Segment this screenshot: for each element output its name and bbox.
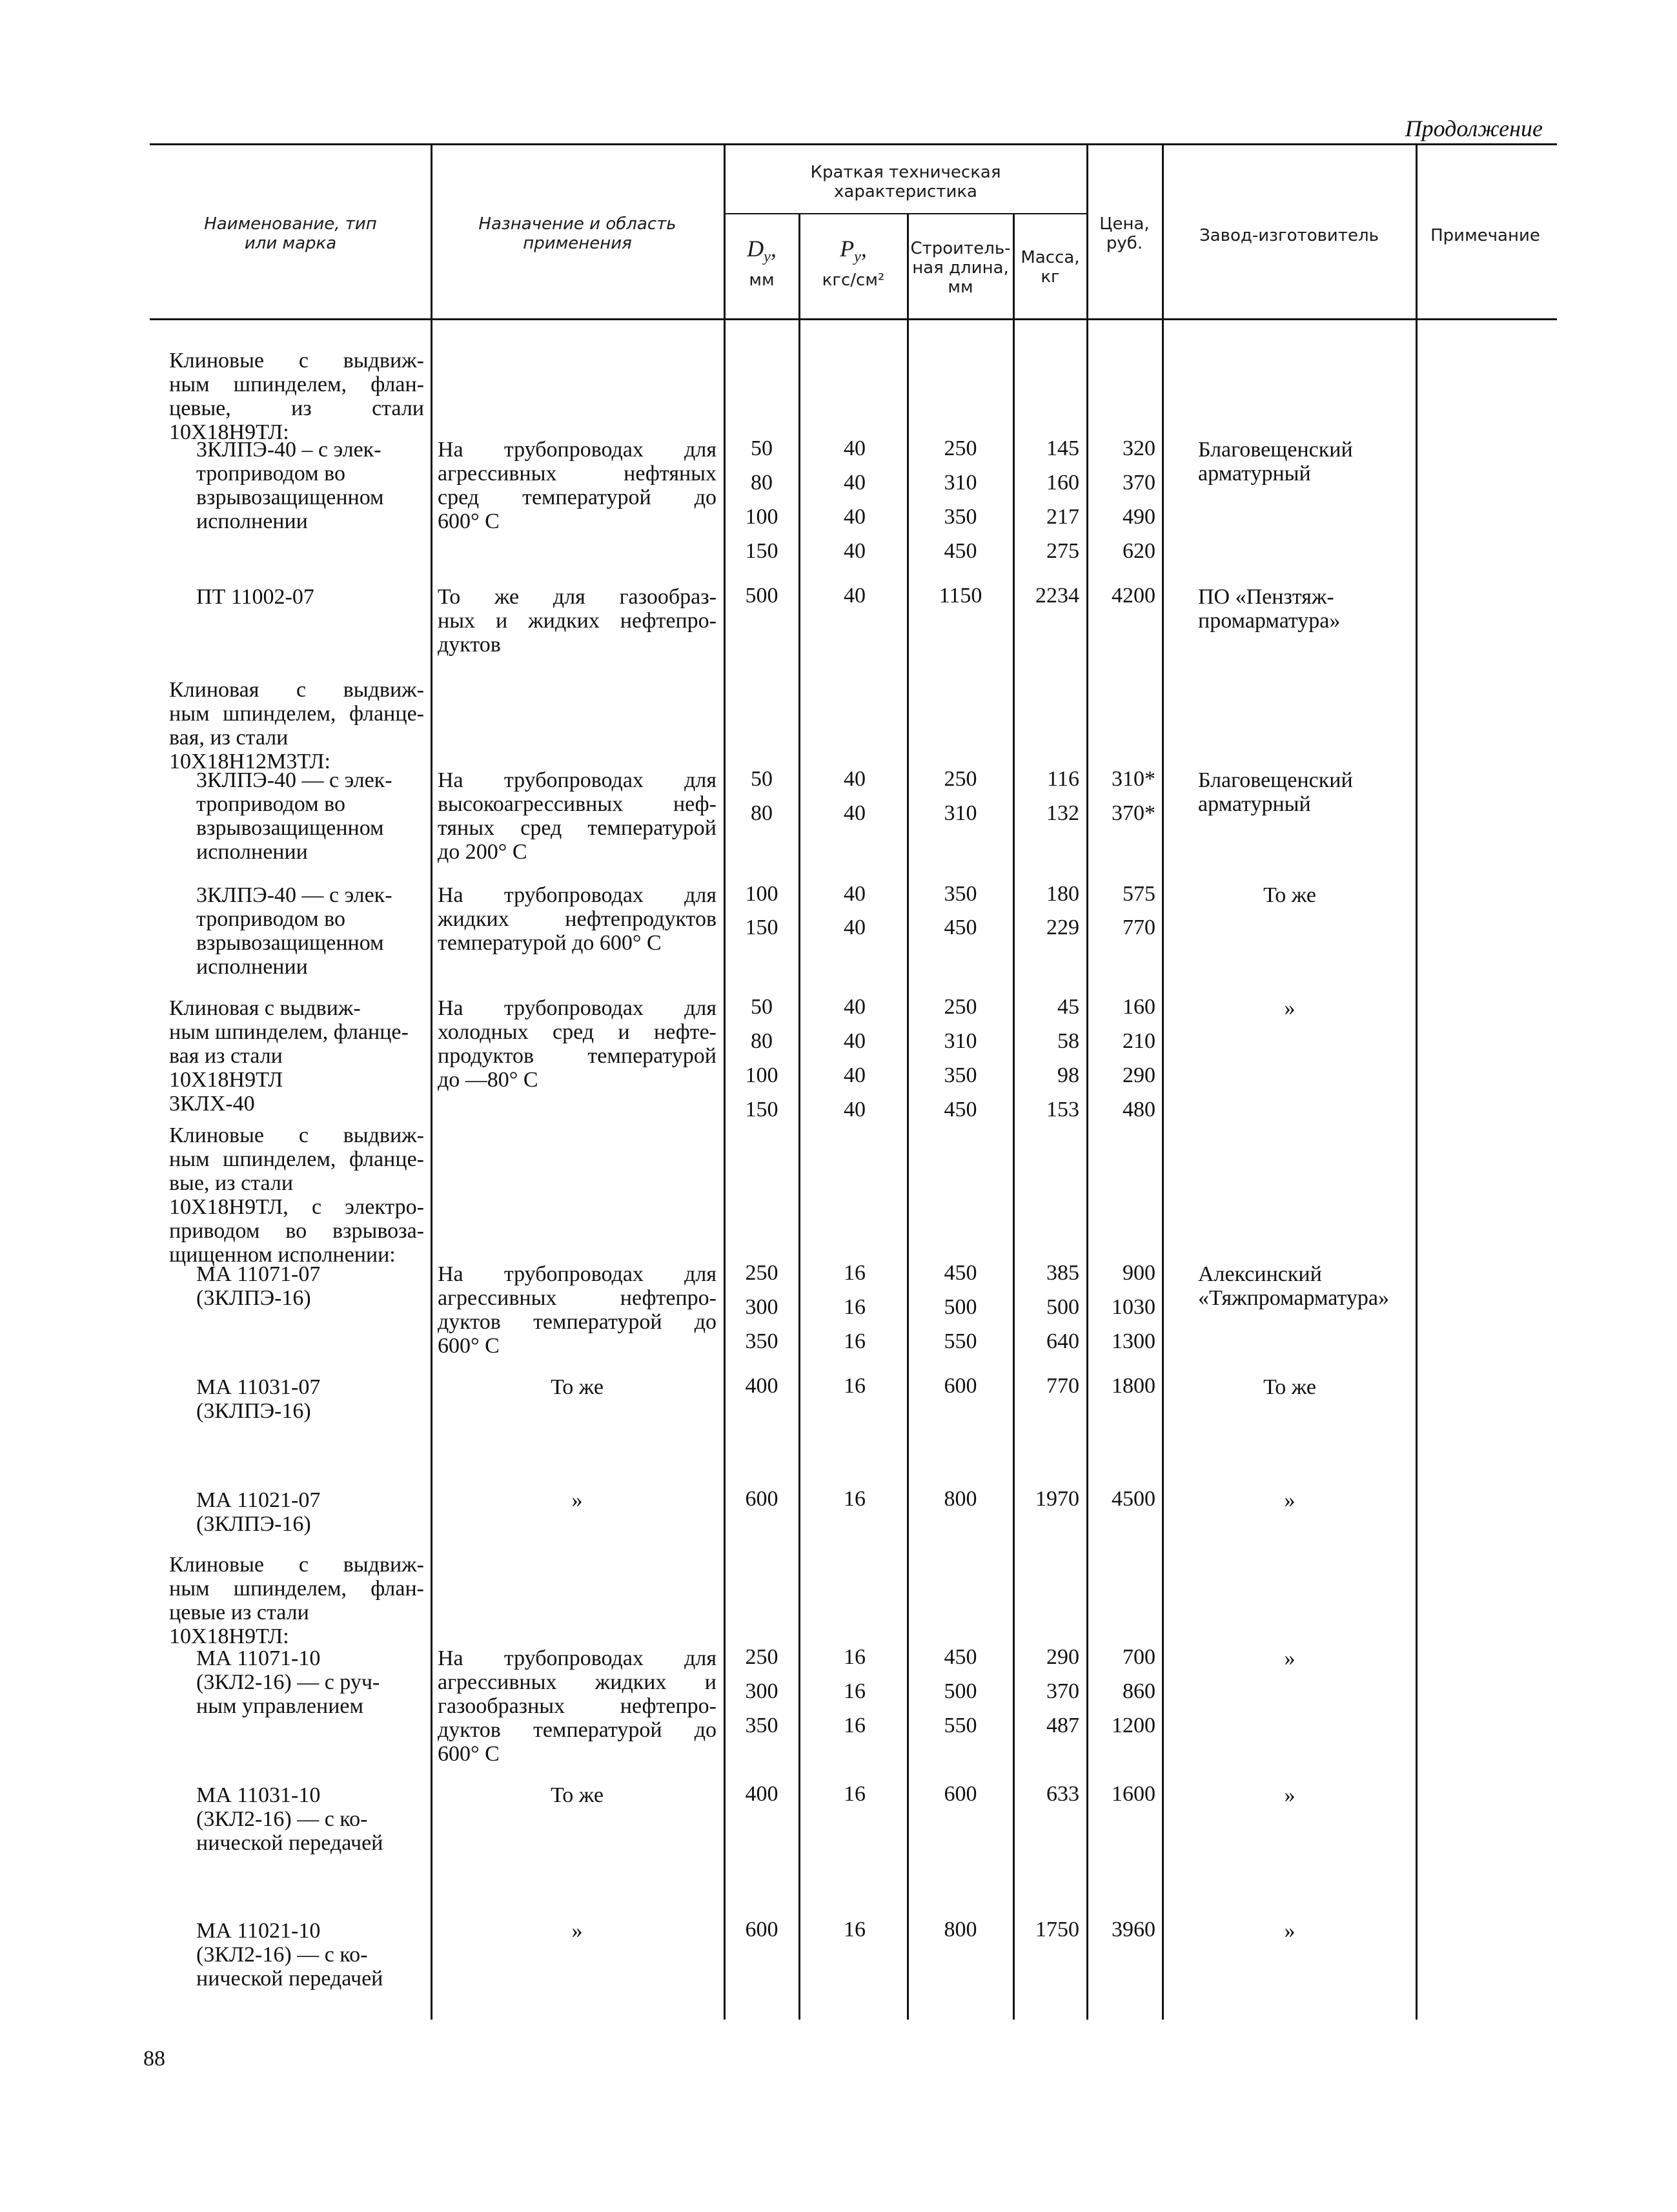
cell-py: 40 bbox=[844, 767, 866, 791]
cell-len: 450 bbox=[944, 1261, 977, 1285]
cell-mass: 58 bbox=[1057, 1029, 1079, 1053]
purpose-line: температурой до 600° С bbox=[438, 931, 662, 955]
plant-line: Благовещенский bbox=[1198, 768, 1353, 792]
purpose-line: агрессивных жидких и bbox=[438, 1670, 717, 1694]
col-rule-4 bbox=[907, 214, 909, 2020]
cell-mass: 640 bbox=[1046, 1329, 1079, 1353]
cell-len: 250 bbox=[944, 436, 977, 460]
page-number: 88 bbox=[143, 2047, 165, 2071]
cell-py: 40 bbox=[844, 1029, 866, 1053]
item-name-line: 3КЛПЭ-40 – с элек- bbox=[196, 438, 381, 462]
cell-py: 40 bbox=[844, 505, 866, 529]
cell-mass: 45 bbox=[1057, 995, 1079, 1019]
item-name-line: цевые, из стали bbox=[169, 396, 424, 420]
cell-len: 450 bbox=[944, 1098, 977, 1121]
header-dy-sub: у bbox=[764, 249, 771, 266]
plant-line: Благовещенский bbox=[1198, 438, 1353, 462]
cell-price: 770 bbox=[1123, 916, 1155, 939]
plant-line: арматурный bbox=[1198, 792, 1311, 816]
item-name-line: Клиновая с выдвиж- bbox=[169, 678, 424, 702]
item-name-line: 3КЛПЭ-40 — с элек- bbox=[196, 883, 392, 907]
header-dy: $D_у$, мм bbox=[726, 239, 798, 290]
plant-line: » bbox=[1284, 1919, 1296, 1943]
purpose-line: тяных сред температурой bbox=[438, 816, 717, 840]
cell-dy: 250 bbox=[745, 1645, 778, 1669]
item-name-line: вая, из стали bbox=[169, 726, 289, 750]
purpose-line: ных и жидких нефтепро- bbox=[438, 609, 717, 633]
cell-price: 210 bbox=[1123, 1029, 1155, 1053]
cell-mass: 145 bbox=[1046, 436, 1079, 460]
plant-line: » bbox=[1284, 1783, 1296, 1807]
item-name-line: МА 11071-10 bbox=[196, 1646, 321, 1670]
cell-dy: 150 bbox=[745, 1098, 778, 1121]
cell-len: 600 bbox=[944, 1782, 977, 1806]
cell-dy: 350 bbox=[745, 1714, 778, 1737]
purpose-line: дуктов температурой до bbox=[438, 1310, 717, 1334]
cell-mass: 487 bbox=[1046, 1714, 1079, 1737]
header-price-line: руб. bbox=[1106, 234, 1143, 253]
cell-len: 350 bbox=[944, 1063, 977, 1087]
cell-price: 370* bbox=[1112, 801, 1155, 825]
purpose-line: На трубопроводах для bbox=[438, 768, 717, 792]
col-rule-3 bbox=[798, 214, 800, 2020]
header-dy-symbol: D bbox=[747, 236, 764, 261]
item-name-line: Клиновые с выдвиж- bbox=[169, 1123, 424, 1147]
cell-py: 40 bbox=[844, 1098, 866, 1121]
item-name-line: ным шпинделем, флан- bbox=[169, 373, 424, 396]
header-py-symbol: P bbox=[840, 236, 855, 261]
item-name-line: вая из стали bbox=[169, 1044, 283, 1068]
cell-dy: 80 bbox=[751, 801, 773, 825]
header-plant: Завод-изготовитель bbox=[1199, 226, 1379, 245]
cell-dy: 50 bbox=[751, 436, 773, 460]
col-rule-7 bbox=[1162, 145, 1164, 2020]
cell-len: 500 bbox=[944, 1679, 977, 1703]
cell-py: 40 bbox=[844, 1063, 866, 1087]
item-name-line: 10Х18Н9ТЛ bbox=[169, 1068, 283, 1092]
header-bottom-rule bbox=[150, 318, 1557, 320]
cell-mass: 98 bbox=[1057, 1063, 1079, 1087]
header-dy-unit: мм bbox=[749, 271, 775, 291]
plant-line: «Тяжпромарматура» bbox=[1198, 1286, 1390, 1310]
cell-len: 500 bbox=[944, 1295, 977, 1319]
cell-len: 550 bbox=[944, 1329, 977, 1353]
item-name-line: 10Х18Н9ТЛ: bbox=[169, 1624, 289, 1648]
cell-py: 40 bbox=[844, 995, 866, 1019]
cell-len: 310 bbox=[944, 471, 977, 495]
purpose-line: агрессивных нефтяных bbox=[438, 462, 717, 486]
cell-dy: 80 bbox=[751, 1029, 773, 1053]
purpose-line: 600° С bbox=[438, 1334, 500, 1358]
cell-len: 450 bbox=[944, 916, 977, 939]
item-name-line: ным управлением bbox=[196, 1694, 364, 1718]
col-rule-2 bbox=[724, 145, 726, 2020]
cell-price: 310* bbox=[1112, 767, 1155, 791]
cell-len: 600 bbox=[944, 1374, 977, 1398]
item-name-line: МА 11031-10 bbox=[196, 1783, 321, 1807]
purpose-line: На трубопроводах для bbox=[438, 1262, 717, 1286]
item-name-line: троприводом во bbox=[196, 907, 345, 931]
cell-mass: 770 bbox=[1046, 1374, 1079, 1398]
cell-py: 16 bbox=[844, 1295, 866, 1319]
header-py-unit: кгс/см² bbox=[822, 271, 885, 291]
cell-len: 250 bbox=[944, 767, 977, 791]
item-name-line: (3КЛПЭ-16) bbox=[196, 1512, 311, 1536]
item-name-line: МА 11021-07 bbox=[196, 1488, 321, 1512]
item-name-line: взрывозащищенном bbox=[196, 486, 384, 509]
cell-py: 16 bbox=[844, 1714, 866, 1737]
item-name-line: (3КЛ2-16) — с ко- bbox=[196, 1943, 368, 1967]
purpose-line: На трубопроводах для bbox=[438, 883, 717, 907]
cell-len: 800 bbox=[944, 1918, 977, 1941]
cell-dy: 50 bbox=[751, 995, 773, 1019]
purpose-line: холодных сред и нефте- bbox=[438, 1020, 717, 1044]
cell-mass: 132 bbox=[1046, 801, 1079, 825]
cell-len: 550 bbox=[944, 1714, 977, 1737]
purpose-line: То же bbox=[551, 1375, 604, 1399]
header-length-line: Строитель- bbox=[910, 239, 1011, 258]
item-name-line: МА 11021-10 bbox=[196, 1919, 321, 1943]
item-name-line: ным шпинделем, фланце- bbox=[169, 702, 424, 726]
header-length bbox=[909, 239, 1012, 297]
cell-mass: 1970 bbox=[1035, 1487, 1079, 1511]
header-tech bbox=[727, 163, 1084, 201]
purpose-line: » bbox=[571, 1919, 583, 1943]
header-name-line: или марка bbox=[244, 234, 337, 253]
cell-py: 16 bbox=[844, 1679, 866, 1703]
cell-mass: 500 bbox=[1046, 1295, 1079, 1319]
header-mass-line: кг bbox=[1041, 267, 1060, 287]
cell-dy: 400 bbox=[745, 1782, 778, 1806]
cell-dy: 300 bbox=[745, 1295, 778, 1319]
col-rule-1 bbox=[431, 145, 432, 2020]
purpose-line: продуктов температурой bbox=[438, 1044, 717, 1068]
cell-dy: 350 bbox=[745, 1329, 778, 1353]
item-name-line: исполнении bbox=[196, 509, 308, 533]
item-name-line: ПТ 11002-07 bbox=[196, 585, 314, 609]
cell-price: 1600 bbox=[1112, 1782, 1155, 1806]
col-rule-6 bbox=[1086, 145, 1088, 2020]
cell-price: 160 bbox=[1123, 995, 1155, 1019]
cell-py: 40 bbox=[844, 584, 866, 608]
item-name-line: МА 11031-07 bbox=[196, 1375, 321, 1399]
header-price bbox=[1088, 214, 1161, 253]
cell-price: 700 bbox=[1123, 1645, 1155, 1669]
cell-len: 310 bbox=[944, 801, 977, 825]
item-name-line: ным шпинделем, фланце- bbox=[169, 1020, 409, 1044]
purpose-line: » bbox=[571, 1488, 583, 1512]
item-name-line: взрывозащищенном bbox=[196, 816, 384, 840]
cell-dy: 50 bbox=[751, 767, 773, 791]
cell-py: 40 bbox=[844, 916, 866, 939]
cell-price: 900 bbox=[1123, 1261, 1155, 1285]
item-name-line: 10Х18Н9ТЛ, с электро- bbox=[169, 1195, 424, 1219]
header-note: Примечание bbox=[1430, 226, 1540, 245]
plant-line: ПО «Пензтяж- bbox=[1198, 585, 1334, 609]
cell-dy: 500 bbox=[745, 584, 778, 608]
cell-price: 1300 bbox=[1112, 1329, 1155, 1353]
item-name-line: приводом во взрывоза- bbox=[169, 1219, 424, 1243]
cell-dy: 250 bbox=[745, 1261, 778, 1285]
cell-price: 1030 bbox=[1112, 1295, 1155, 1319]
item-name-line: Клиновые с выдвиж- bbox=[169, 349, 424, 373]
cell-py: 16 bbox=[844, 1645, 866, 1669]
item-name-line: 3КЛХ-40 bbox=[169, 1092, 255, 1116]
header-tech-line: Краткая техническая bbox=[810, 163, 1001, 182]
item-name-line: (3КЛПЭ-16) bbox=[196, 1399, 311, 1423]
continuation-label: Продолжение bbox=[1405, 116, 1543, 141]
plant-line: Алексинский bbox=[1198, 1262, 1322, 1286]
cell-price: 860 bbox=[1123, 1679, 1155, 1703]
header-py-sub: у bbox=[854, 249, 861, 266]
cell-price: 370 bbox=[1123, 471, 1155, 495]
cell-py: 40 bbox=[844, 539, 866, 563]
col-rule-8 bbox=[1416, 145, 1418, 2020]
cell-dy: 100 bbox=[745, 505, 778, 529]
header-mass-line: Масса, bbox=[1021, 248, 1080, 267]
purpose-line: дуктов bbox=[438, 633, 501, 657]
cell-mass: 385 bbox=[1046, 1261, 1079, 1285]
purpose-line: То же для газообраз- bbox=[438, 585, 717, 609]
cell-len: 450 bbox=[944, 1645, 977, 1669]
cell-py: 16 bbox=[844, 1261, 866, 1285]
item-name-line: (3КЛ2-16) — с руч- bbox=[196, 1670, 380, 1694]
cell-py: 40 bbox=[844, 471, 866, 495]
cell-len: 350 bbox=[944, 505, 977, 529]
item-name-line: (3КЛ2-16) — с ко- bbox=[196, 1807, 368, 1831]
purpose-line: На трубопроводах для bbox=[438, 1646, 717, 1670]
cell-dy: 150 bbox=[745, 916, 778, 939]
plant-line: » bbox=[1284, 996, 1296, 1020]
purpose-line: На трубопроводах для bbox=[438, 996, 717, 1020]
cell-py: 16 bbox=[844, 1329, 866, 1353]
cell-py: 40 bbox=[844, 882, 866, 906]
header-name-line: Наименование, тип bbox=[204, 214, 377, 234]
item-name-line: нической передачей bbox=[196, 1831, 383, 1855]
item-name-line: (3КЛПЭ-16) bbox=[196, 1286, 311, 1310]
plant-line: арматурный bbox=[1198, 462, 1311, 486]
cell-mass: 180 bbox=[1046, 882, 1079, 906]
plant-line: » bbox=[1284, 1488, 1296, 1512]
cell-price: 290 bbox=[1123, 1063, 1155, 1087]
cell-mass: 229 bbox=[1046, 916, 1079, 939]
item-name-line: нической передачей bbox=[196, 1967, 383, 1991]
cell-py: 16 bbox=[844, 1374, 866, 1398]
item-name-line: исполнении bbox=[196, 840, 308, 864]
header-tech-line: характеристика bbox=[834, 182, 977, 201]
cell-len: 250 bbox=[944, 995, 977, 1019]
purpose-line: То же bbox=[551, 1783, 604, 1807]
item-name-line: троприводом во bbox=[196, 462, 345, 486]
purpose-line: сред температурой до bbox=[438, 486, 717, 509]
plant-line: То же bbox=[1263, 1375, 1316, 1399]
cell-price: 4200 bbox=[1112, 584, 1155, 608]
purpose-line: 600° С bbox=[438, 509, 500, 533]
item-name-line: щищенном исполнении: bbox=[169, 1243, 396, 1267]
cell-py: 16 bbox=[844, 1782, 866, 1806]
cell-len: 1150 bbox=[939, 584, 982, 608]
item-name-line: троприводом во bbox=[196, 792, 345, 816]
header-price-line: Цена, bbox=[1099, 214, 1150, 234]
cell-mass: 290 bbox=[1046, 1645, 1079, 1669]
cell-mass: 217 bbox=[1046, 505, 1079, 529]
cell-dy: 100 bbox=[745, 1063, 778, 1087]
cell-mass: 2234 bbox=[1035, 584, 1079, 608]
purpose-line: высокоагрессивных неф- bbox=[438, 792, 717, 816]
header-py: $P_у$, кгс/см² bbox=[800, 239, 906, 290]
item-name-line: 10Х18Н9ТЛ: bbox=[169, 420, 289, 444]
plant-line: То же bbox=[1263, 883, 1316, 907]
cell-dy: 100 bbox=[745, 882, 778, 906]
header-purpose bbox=[434, 214, 721, 253]
tech-subheader-rule bbox=[725, 213, 1086, 214]
cell-price: 620 bbox=[1123, 539, 1155, 563]
header-length-line: ная длина, bbox=[912, 258, 1009, 278]
plant-line: промарматура» bbox=[1198, 609, 1341, 633]
cell-dy: 80 bbox=[751, 471, 773, 495]
item-name-line: вые, из стали bbox=[169, 1171, 294, 1195]
header-name bbox=[155, 214, 426, 253]
cell-price: 3960 bbox=[1112, 1918, 1155, 1941]
cell-len: 350 bbox=[944, 882, 977, 906]
cell-dy: 400 bbox=[745, 1374, 778, 1398]
cell-price: 4500 bbox=[1112, 1487, 1155, 1511]
purpose-line: газообразных нефтепро- bbox=[438, 1694, 717, 1718]
item-name-line: 10Х18Н12М3ТЛ: bbox=[169, 750, 330, 773]
cell-mass: 153 bbox=[1046, 1098, 1079, 1121]
cell-mass: 1750 bbox=[1035, 1918, 1079, 1941]
cell-len: 800 bbox=[944, 1487, 977, 1511]
cell-len: 310 bbox=[944, 1029, 977, 1053]
table-top-rule bbox=[150, 143, 1557, 145]
cell-mass: 160 bbox=[1046, 471, 1079, 495]
cell-dy: 150 bbox=[745, 539, 778, 563]
cell-py: 16 bbox=[844, 1487, 866, 1511]
item-name-line: цевые из стали bbox=[169, 1601, 309, 1624]
purpose-line: до 200° С bbox=[438, 840, 527, 864]
item-name-line: Клиновые с выдвиж- bbox=[169, 1553, 424, 1577]
purpose-line: агрессивных нефтепро- bbox=[438, 1286, 717, 1310]
cell-dy: 600 bbox=[745, 1918, 778, 1941]
header-purpose-line: Назначение и область bbox=[478, 214, 676, 234]
header-mass bbox=[1015, 248, 1086, 287]
cell-price: 575 bbox=[1123, 882, 1155, 906]
cell-mass: 116 bbox=[1047, 767, 1079, 791]
cell-price: 320 bbox=[1123, 436, 1155, 460]
purpose-line: На трубопроводах для bbox=[438, 438, 717, 462]
purpose-line: до —80° С bbox=[438, 1068, 538, 1092]
item-name-line: Клиновая с выдвиж- bbox=[169, 996, 361, 1020]
header-length-line: мм bbox=[948, 278, 973, 297]
cell-dy: 600 bbox=[745, 1487, 778, 1511]
item-name-line: МА 11071-07 bbox=[196, 1262, 321, 1286]
cell-price: 1800 bbox=[1112, 1374, 1155, 1398]
item-name-line: исполнении bbox=[196, 955, 308, 979]
cell-py: 16 bbox=[844, 1918, 866, 1941]
purpose-line: 600° С bbox=[438, 1742, 500, 1766]
cell-price: 1200 bbox=[1112, 1714, 1155, 1737]
cell-py: 40 bbox=[844, 436, 866, 460]
cell-price: 490 bbox=[1123, 505, 1155, 529]
cell-mass: 633 bbox=[1046, 1782, 1079, 1806]
item-name-line: ным шпинделем, фланце- bbox=[169, 1147, 424, 1171]
item-name-line: взрывозащищенном bbox=[196, 931, 384, 955]
cell-len: 450 bbox=[944, 539, 977, 563]
col-rule-5 bbox=[1013, 214, 1015, 2020]
cell-py: 40 bbox=[844, 801, 866, 825]
plant-line: » bbox=[1284, 1646, 1296, 1670]
cell-dy: 300 bbox=[745, 1679, 778, 1703]
cell-mass: 370 bbox=[1046, 1679, 1079, 1703]
item-name-line: ным шпинделем, флан- bbox=[169, 1577, 424, 1601]
cell-mass: 275 bbox=[1046, 539, 1079, 563]
purpose-line: дуктов температурой до bbox=[438, 1718, 717, 1742]
purpose-line: жидких нефтепродуктов bbox=[438, 907, 717, 931]
item-name-line: 3КЛПЭ-40 — с элек- bbox=[196, 768, 392, 792]
cell-price: 480 bbox=[1123, 1098, 1155, 1121]
header-purpose-line: применения bbox=[523, 234, 632, 253]
